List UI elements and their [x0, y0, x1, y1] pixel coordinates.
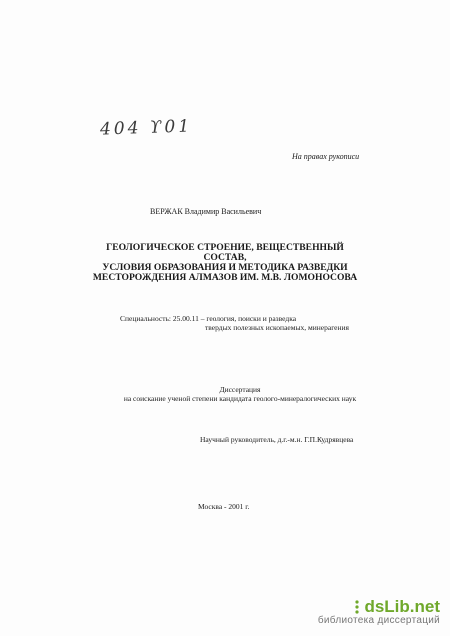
specialty-line: Специальность: 25.00.11 – геология, поиски и разведка	[120, 314, 297, 323]
handwritten-mark: 404 ϒ01	[99, 116, 193, 140]
watermark	[318, 597, 440, 626]
specialty-block	[120, 314, 349, 332]
watermark-brand: dsLib.net	[364, 597, 440, 616]
advisor-line: Научный руководитель, д.г.-м.н. Г.П.Кудрявцева	[200, 435, 354, 444]
title-line: УСЛОВИЯ ОБРАЗОВАНИЯ И МЕТОДИКА РАЗВЕДКИ	[102, 262, 348, 273]
title-line: ГЕОЛОГИЧЕСКОЕ СТРОЕНИЕ, ВЕЩЕСТВЕННЫЙ СОСТАВ,	[106, 242, 344, 263]
dots-icon	[353, 600, 361, 614]
author-name: ВЕРЖАК Владимир Васильевич	[150, 207, 262, 216]
dissertation-label: Диссертация	[219, 385, 261, 394]
dissertation-purpose: на соискание ученой степени кандидата геолого-минералогических наук	[123, 394, 357, 403]
city-year: Москва - 2001 г.	[198, 502, 250, 511]
specialty-line: твердых полезных ископаемых, минерагения	[205, 323, 349, 332]
watermark-tagline: библиотека диссертаций	[317, 615, 440, 626]
dissertation-title	[90, 243, 360, 283]
dissertation-block	[110, 385, 370, 403]
title-line: МЕСТОРОЖДЕНИЯ АЛМАЗОВ ИМ. М.В. ЛОМОНОСОВА	[92, 272, 358, 283]
rights-note: На правах рукописи	[292, 152, 360, 161]
watermark-logo	[318, 597, 440, 617]
